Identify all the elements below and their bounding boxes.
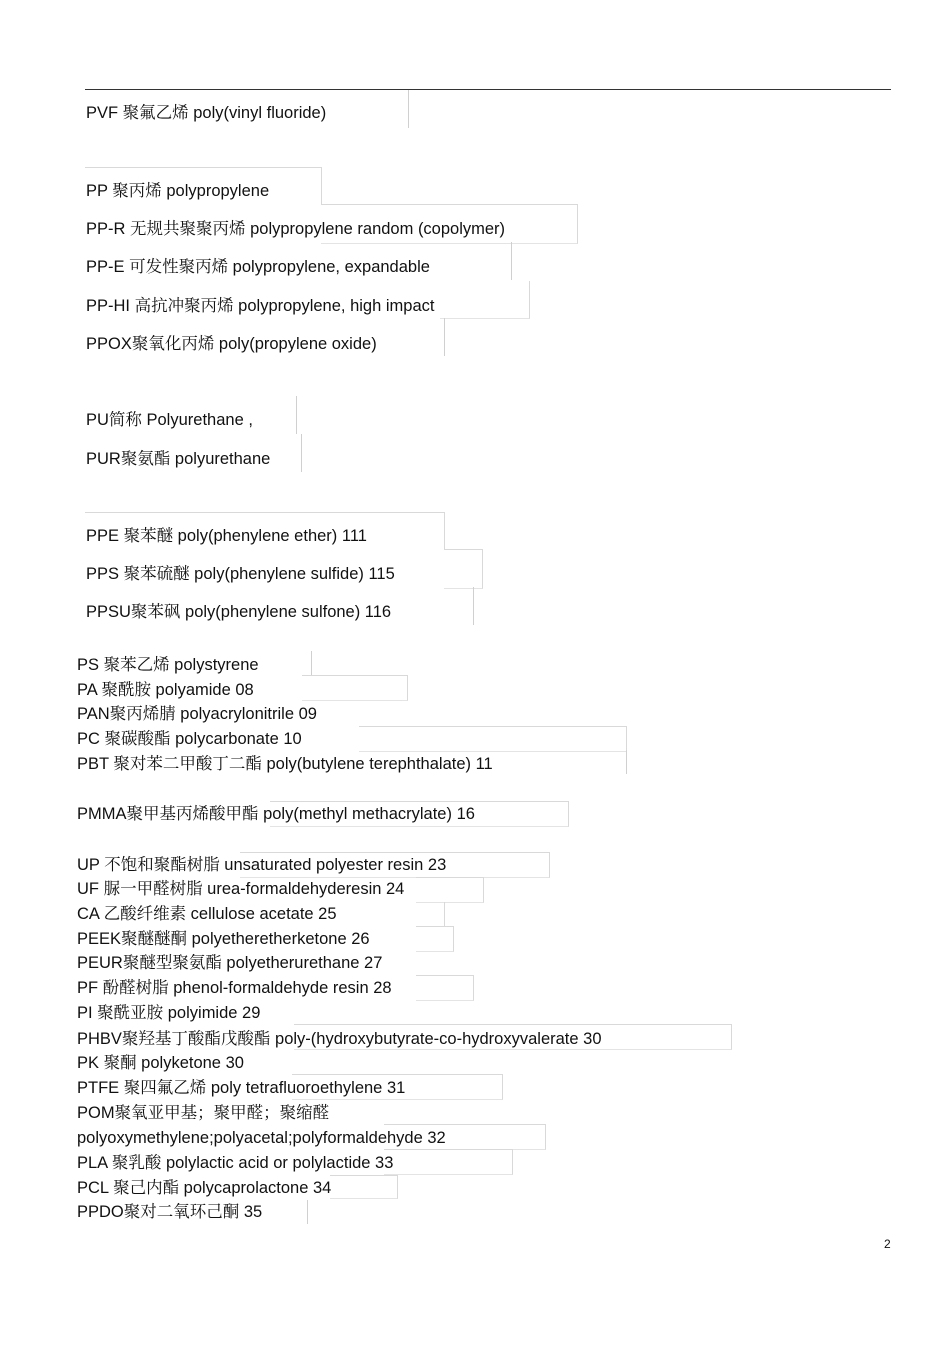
cell-border [416, 902, 445, 927]
cell-border [330, 1175, 398, 1199]
entry-line: PP-R 无规共聚聚丙烯 polypropylene random (copolymer) [86, 220, 506, 238]
cell-border [359, 726, 627, 752]
entry-line: UP 不饱和聚酯树脂 unsaturated polyester resin 23 [77, 856, 447, 874]
cell-border [440, 281, 530, 319]
entry-line: POM聚氧亚甲基；聚甲醛；聚缩醛 [77, 1104, 330, 1122]
cell-border [416, 975, 474, 1001]
entry-line: PHBV聚羟基丁酸酯戊酸酯 poly-(hydroxybutyrate-co-hydroxyvalerate 30 [77, 1030, 602, 1048]
page-number: 2 [884, 1237, 891, 1251]
cell-border [416, 877, 484, 903]
entry-line: PI 聚酰亚胺 polyimide 29 [77, 1004, 261, 1022]
entry-line: PMMA聚甲基丙烯酸甲酯 poly(methyl methacrylate) 16 [77, 805, 475, 823]
cell-border [416, 926, 454, 952]
cell-border [302, 675, 408, 701]
cell-border [384, 1149, 513, 1175]
entry-line: PC 聚碳酸酯 polycarbonate 10 [77, 730, 302, 748]
entry-line: PVF 聚氟乙烯 poly(vinyl fluoride) [86, 104, 327, 122]
entry-line: PBT 聚对苯二甲酸丁二酯 poly(butylene terephthalate) 11 [77, 755, 493, 773]
entry-line: PP-E 可发性聚丙烯 polypropylene, expandable [86, 258, 430, 276]
entry-line: polyoxymethylene;polyacetal;polyformaldehyde 32 [77, 1129, 446, 1147]
entry-line: PPOX聚氧化丙烯 poly(propylene oxide) [86, 335, 377, 353]
entry-line: PUR聚氨酯 polyurethane [86, 450, 271, 468]
entry-line: PEEK聚醚醚酮 polyetheretherketone 26 [77, 930, 370, 948]
entry-line: PF 酚醛树脂 phenol-formaldehyde resin 28 [77, 979, 392, 997]
entry-line: PU简称 Polyurethane , [86, 411, 253, 429]
entry-line: PTFE 聚四氟乙烯 poly tetrafluoroethylene 31 [77, 1079, 406, 1097]
entry-line: PPE 聚苯醚 poly(phenylene ether) 111 [86, 527, 367, 545]
entry-line: PLA 聚乳酸 polylactic acid or polylactide 33 [77, 1154, 394, 1172]
entry-line: PPSU聚苯砜 poly(phenylene sulfone) 116 [86, 603, 392, 621]
entry-line: PA 聚酰胺 polyamide 08 [77, 681, 254, 699]
entry-line: PAN聚丙烯腈 polyacrylonitrile 09 [77, 705, 317, 723]
entry-line: PP 聚丙烯 polypropylene [86, 182, 270, 200]
entry-line: PPDO聚对二氧环己酮 35 [77, 1203, 263, 1221]
entry-line: PS 聚苯乙烯 polystyrene [77, 656, 259, 674]
cell-border [444, 549, 483, 589]
entry-line: PPS 聚苯硫醚 poly(phenylene sulfide) 115 [86, 565, 395, 583]
entry-line: CA 乙酸纤维素 cellulose acetate 25 [77, 905, 337, 923]
entry-line: PP-HI 高抗冲聚丙烯 polypropylene, high impact [86, 297, 435, 315]
entry-line: PEUR聚醚型聚氨酯 polyetherurethane 27 [77, 954, 383, 972]
entry-line: PK 聚酮 polyketone 30 [77, 1054, 244, 1072]
entry-line: UF 脲一甲醛树脂 urea-formaldehyderesin 24 [77, 880, 405, 898]
entry-line: PCL 聚己内酯 polycaprolactone 34 [77, 1179, 332, 1197]
